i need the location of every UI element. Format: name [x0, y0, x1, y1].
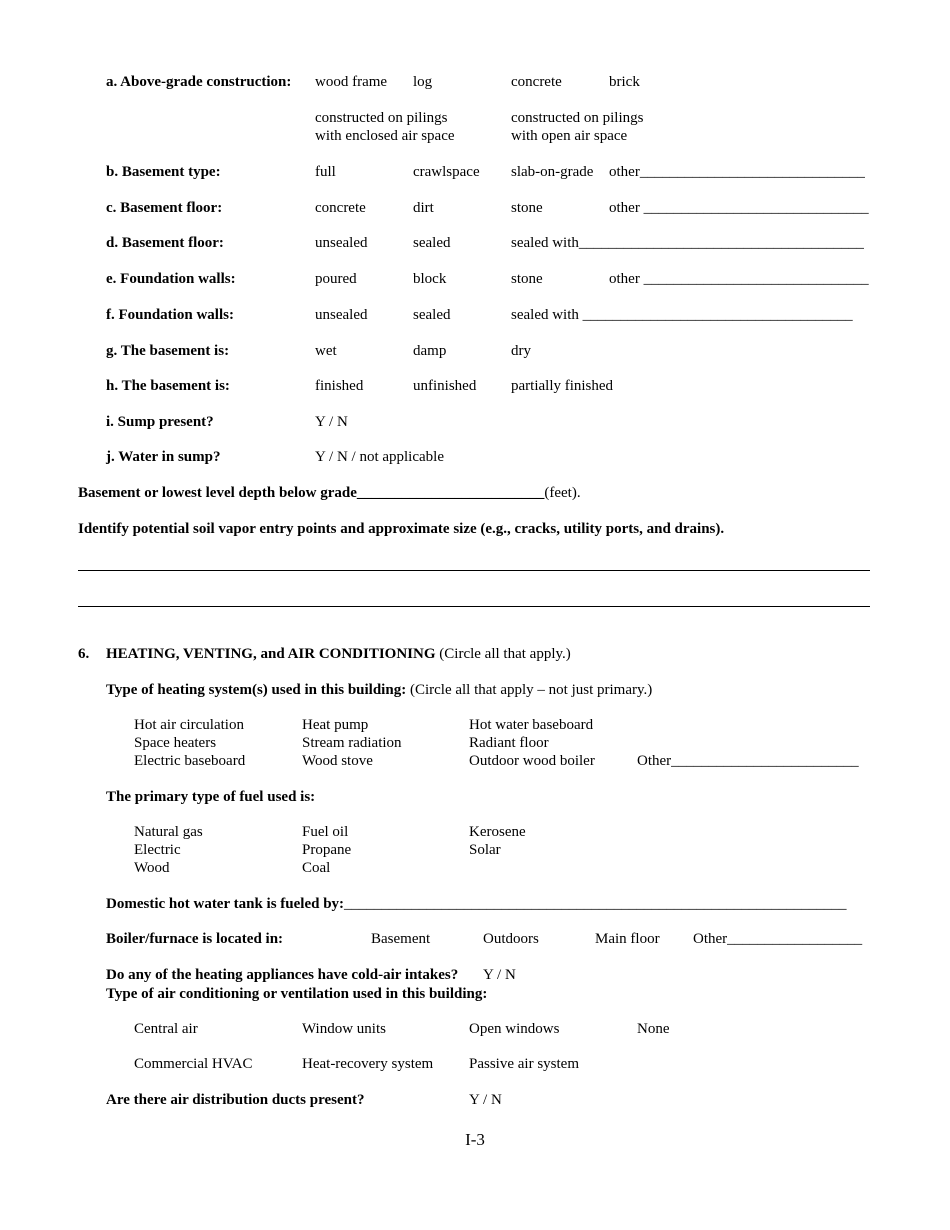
- opt-open-windows[interactable]: Open windows: [469, 1021, 560, 1037]
- label-above-grade: a. Above-grade construction:: [106, 74, 292, 90]
- opt-basement[interactable]: Basement: [371, 931, 431, 947]
- label-foundation-walls-material: e. Foundation walls:: [106, 271, 236, 287]
- opt-main-floor[interactable]: Main floor: [595, 931, 660, 947]
- opt-solar[interactable]: Solar: [469, 842, 501, 858]
- label-basement-floor-seal: d. Basement floor:: [106, 235, 224, 251]
- opt-wet[interactable]: wet: [315, 343, 337, 359]
- opt-outdoor-wood-boiler[interactable]: Outdoor wood boiler: [469, 753, 595, 769]
- opt-natural-gas[interactable]: Natural gas: [134, 824, 203, 840]
- hot-water-row[interactable]: [106, 895, 847, 913]
- opt-none[interactable]: None: [637, 1021, 670, 1037]
- ducts-question: Are there air distribution ducts present?: [106, 1092, 365, 1108]
- fuel-option-list: [134, 823, 203, 877]
- opt-coal[interactable]: Coal: [302, 860, 331, 876]
- opt-kerosene[interactable]: Kerosene: [469, 824, 526, 840]
- basement-depth-label: Basement or lowest level depth below grade_________________________: [78, 485, 545, 501]
- opt-pilings-open-line2: with open air space: [511, 128, 628, 144]
- opt-pilings-open-line1: constructed on pilings: [511, 110, 644, 126]
- label-basement-floor-material: c. Basement floor:: [106, 200, 223, 216]
- heating-other-field[interactable]: Other_________________________: [637, 753, 859, 769]
- opt-pilings-enclosed-line2: with enclosed air space: [315, 128, 455, 144]
- sump-present-yn[interactable]: Y / N: [315, 414, 348, 430]
- ac-question: Type of air conditioning or ventilation used in this building:: [106, 986, 488, 1002]
- opt-pilings-enclosed-line1: constructed on pilings: [315, 110, 448, 126]
- opt-log[interactable]: log: [413, 74, 433, 90]
- floor-sealed-with-field[interactable]: sealed with______________________________________: [511, 235, 864, 251]
- label-sump-present: i. Sump present?: [106, 414, 214, 430]
- opt-floor-stone[interactable]: stone: [511, 200, 543, 216]
- heating-system-question: [106, 681, 652, 699]
- label-foundation-walls-seal: f. Foundation walls:: [106, 307, 234, 323]
- basement-depth-unit: (feet).: [544, 485, 581, 501]
- opt-floor-concrete[interactable]: concrete: [315, 200, 366, 216]
- hot-water-question: Domestic hot water tank is fueled by:: [106, 896, 345, 912]
- opt-damp[interactable]: damp: [413, 343, 447, 359]
- heating-system-label: Type of heating system(s) used in this building:: [106, 682, 407, 698]
- opt-full[interactable]: full: [315, 164, 336, 180]
- heating-option-list: [302, 716, 402, 770]
- walls-sealed-with-field[interactable]: sealed with ____________________________________: [511, 307, 853, 323]
- opt-walls-unsealed[interactable]: unsealed: [315, 307, 368, 323]
- opt-commercial-hvac[interactable]: Commercial HVAC: [134, 1056, 253, 1072]
- section-title-text: HEATING, VENTING, and AIR CONDITIONING: [106, 646, 436, 662]
- opt-electric[interactable]: Electric: [134, 842, 181, 858]
- ducts-yn[interactable]: Y / N: [469, 1092, 502, 1108]
- basement-depth-row[interactable]: [78, 484, 581, 502]
- opt-floor-dirt[interactable]: dirt: [413, 200, 434, 216]
- opt-brick[interactable]: brick: [609, 74, 640, 90]
- boiler-location-question: Boiler/furnace is located in:: [106, 931, 284, 947]
- fuel-option-list: [302, 823, 351, 877]
- basement-floor-other-field[interactable]: other ______________________________: [609, 200, 869, 216]
- fuel-question: The primary type of fuel used is:: [106, 789, 316, 805]
- heating-option-list: [469, 716, 595, 770]
- opt-outdoors[interactable]: Outdoors: [483, 931, 539, 947]
- basement-type-other-field[interactable]: other______________________________: [609, 164, 865, 180]
- opt-hot-water-baseboard[interactable]: Hot water baseboard: [469, 717, 594, 733]
- opt-wood-frame[interactable]: wood frame: [315, 74, 388, 90]
- section-title: [106, 645, 571, 663]
- opt-space-heaters[interactable]: Space heaters: [134, 735, 217, 751]
- opt-pilings-enclosed[interactable]: [315, 109, 455, 145]
- label-basement-finish: h. The basement is:: [106, 378, 230, 394]
- opt-heat-pump[interactable]: Heat pump: [302, 717, 369, 733]
- opt-floor-unsealed[interactable]: unsealed: [315, 235, 368, 251]
- opt-unfinished[interactable]: unfinished: [413, 378, 477, 394]
- heating-system-note: (Circle all that apply – not just primary.): [409, 682, 653, 698]
- opt-radiant-floor[interactable]: Radiant floor: [469, 735, 549, 751]
- walls-other-field[interactable]: other ______________________________: [609, 271, 869, 287]
- opt-walls-block[interactable]: block: [413, 271, 447, 287]
- label-water-in-sump: j. Water in sump?: [106, 449, 221, 465]
- label-basement-type: b. Basement type:: [106, 164, 221, 180]
- opt-wood[interactable]: Wood: [134, 860, 170, 876]
- opt-walls-stone[interactable]: stone: [511, 271, 543, 287]
- page-number: I-3: [465, 1130, 485, 1149]
- opt-concrete[interactable]: concrete: [511, 74, 562, 90]
- opt-electric-baseboard[interactable]: Electric baseboard: [134, 753, 246, 769]
- opt-heat-recovery-system[interactable]: Heat-recovery system: [302, 1056, 434, 1072]
- opt-finished[interactable]: finished: [315, 378, 364, 394]
- opt-hot-air-circulation[interactable]: Hot air circulation: [134, 717, 244, 733]
- opt-pilings-open[interactable]: [511, 109, 643, 145]
- hot-water-answer-line: ___________________________________________________________________: [344, 896, 847, 912]
- opt-floor-sealed[interactable]: sealed: [413, 235, 451, 251]
- cold-air-yn[interactable]: Y / N: [483, 967, 516, 983]
- opt-central-air[interactable]: Central air: [134, 1021, 198, 1037]
- opt-crawlspace[interactable]: crawlspace: [413, 164, 480, 180]
- opt-walls-sealed[interactable]: sealed: [413, 307, 451, 323]
- opt-stream-radiation[interactable]: Stream radiation: [302, 735, 402, 751]
- fuel-option-list: [469, 823, 526, 859]
- label-basement-moisture: g. The basement is:: [106, 343, 230, 359]
- water-in-sump-yn[interactable]: Y / N / not applicable: [315, 449, 444, 465]
- opt-fuel-oil[interactable]: Fuel oil: [302, 824, 349, 840]
- boiler-other-field[interactable]: Other__________________: [693, 931, 863, 947]
- cold-air-question: Do any of the heating appliances have cold-air intakes?: [106, 967, 459, 983]
- opt-slab-on-grade[interactable]: slab-on-grade: [511, 164, 594, 180]
- entry-points-answer-line-2[interactable]: [78, 606, 870, 607]
- section-title-note: (Circle all that apply.): [439, 646, 571, 662]
- section-number: 6.: [78, 646, 90, 662]
- heating-option-list: [134, 716, 245, 770]
- opt-walls-poured[interactable]: poured: [315, 271, 357, 287]
- opt-partially-finished[interactable]: partially finished: [511, 378, 614, 394]
- opt-passive-air-system[interactable]: Passive air system: [469, 1056, 579, 1072]
- entry-points-answer-line-1[interactable]: [78, 570, 870, 571]
- opt-window-units[interactable]: Window units: [302, 1021, 386, 1037]
- opt-wood-stove[interactable]: Wood stove: [302, 753, 373, 769]
- opt-dry[interactable]: dry: [511, 343, 531, 359]
- entry-points-question: Identify potential soil vapor entry points and approximate size (e.g., cracks, utility ports, and drains).: [78, 521, 725, 537]
- opt-propane[interactable]: Propane: [302, 842, 352, 858]
